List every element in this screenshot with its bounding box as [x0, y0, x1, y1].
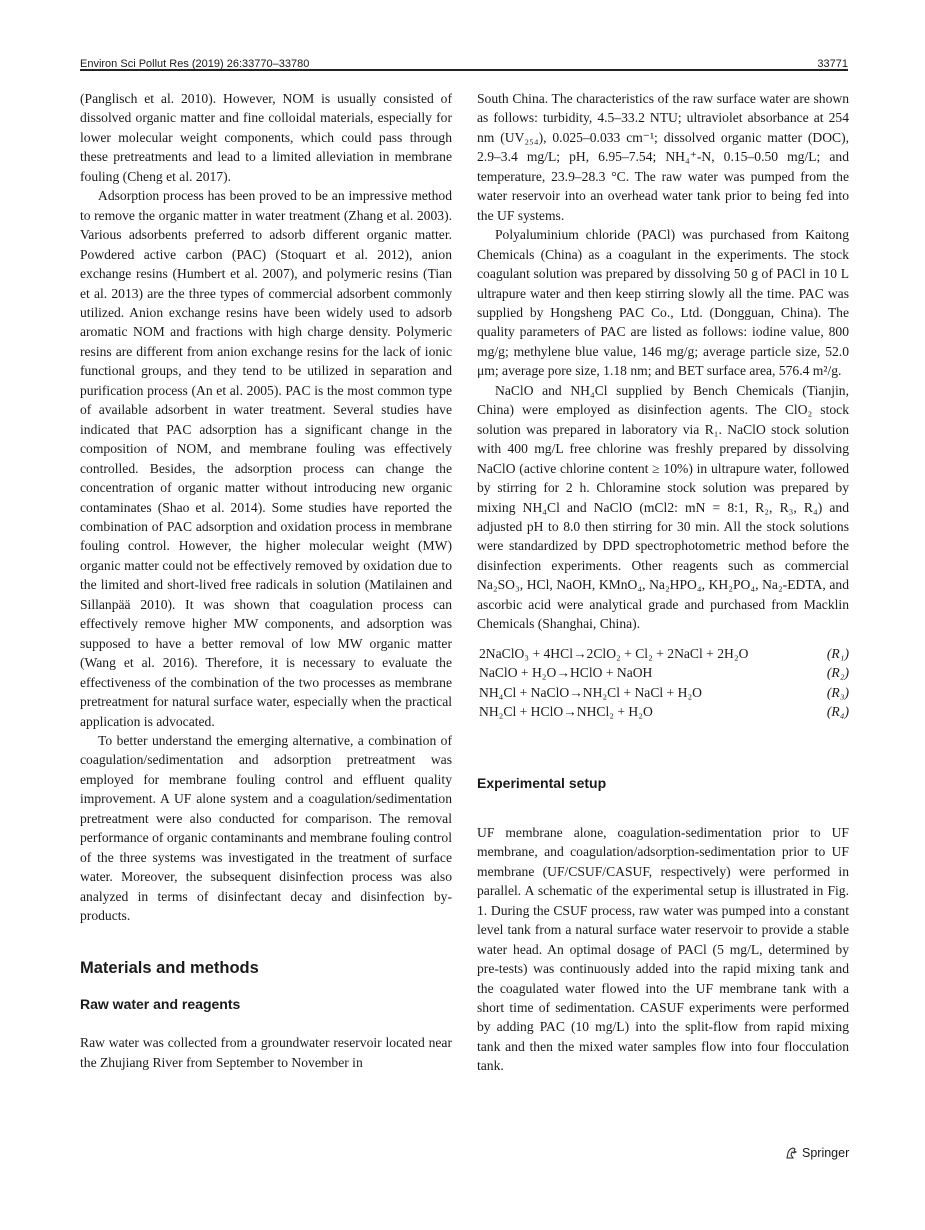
paragraph: NaClO and NH₄Cl supplied by Bench Chemicals (Tianjin, China) were employed as disinfection agents. The ClO₂ stock solution was prepared in laboratory via R₁. NaClO stock solution with 400 mg/L free chlorine was freshly prepared by dissolving NaClO (active chlorine content ≥ 10%) in ultrapure water, followed by stirring for 2 h. Chloramine stock solution was prepared by mixing NH₄Cl and NaClO (mCl2: mN = 8:1, R₂, R₃, R₄) and adjusted pH to 8.0 then stirring for 30 min. All the stock solutions were standardized by DPD spectrophotometric method before the disinfection experiments. Other reagents such as commercial Na₂SO₃, HCl, NaOH, KMnO₄, Na₂HPO₄, KH₂PO₄, Na₂-EDTA, and ascorbic acid were analytical grade and purchased from Macklin Chemicals (Shanghai, China).	[477, 382, 849, 632]
equation-label: (R₁)	[826, 645, 849, 661]
paragraph: Raw water was collected from a groundwater reservoir located near the Zhujiang River from September to November in	[80, 1035, 452, 1070]
subsection-heading: Experimental setup	[477, 774, 607, 791]
equation	[477, 702, 849, 721]
equations	[477, 644, 849, 722]
equation-expr: NaClO + H₂O→HClO + NaOH	[479, 665, 653, 681]
equation-label: (R₂)	[826, 665, 849, 681]
paragraph: Adsorption process has been proved to be an impressive method to remove the organic matter in water treatment (Zhang et al. 2003). Various adsorbents preferred to adsorb different organic matter. Powdered active carbon (PAC) (Stoquart et al. 2012), anion exchange resins (Humbert et al. 2007), and polymeric resins (Tian et al. 2013) are the three types of commercial adsorbent commonly utilized. Anion exchange resins have been widely used to adsorb aromatic NOM and fractions with high charge density. Polymeric resins are different from anion exchange resins for the lack of ionic functional groups, and they tend to be utilized in separation and purification process (An et al. 2005). PAC is the most common type of available adsorbent in water treatment. Several studies have indicated that PAC adsorption has a significant change in the composition of NOM, and membrane fouling was effectively controlled. Besides, the adsorption process can change the concentration of organic matter without introducing new organic contaminates (Shao et al. 2014). Some studies have reported the combination of PAC adsorption and oxidation process in membrane fouling control. However, the higher molecular weight (MW) organic matter could not be effectively removed by oxidation due to the limited and short-lived free radicals in solution (Matilainen and Sillanpää 2010). It was shown that coagulation process can effectively remove higher MW components, and adsorption was supposed to have a better removal of low MW organic matter (Wang et al. 2016). Therefore, it is necessary to evaluate the effectiveness of the combination of the two processes as membrane pretreatment for natural surface water, especially when the practical application is advocated.	[80, 188, 452, 729]
left-column	[80, 89, 452, 1072]
equation	[477, 644, 849, 663]
equation-expr: NH₄Cl + NaClO→NH₂Cl + NaCl + H₂O	[479, 684, 702, 700]
springer-horse-icon	[784, 1146, 798, 1160]
publisher-logo	[784, 1146, 849, 1160]
header-rule	[80, 69, 848, 71]
equation-label: (R₄)	[826, 704, 849, 720]
equation-expr: 2NaClO₃ + 4HCl→2ClO₂ + Cl₂ + 2NaCl + 2H₂O	[479, 645, 749, 661]
page-number: 33771	[817, 58, 848, 70]
equation-label: (R₃)	[826, 684, 849, 700]
paragraph: To better understand the emerging alternative, a combination of coagulation/sedimentation and adsorption pretreatment was employed for membrane fouling control and effluent quality improvement. A UF alone system and a coagulation/sedimentation pretreatment were also conducted for comparison. The removal performance of organic contaminants and membrane fouling control of the three systems was investigated in the treatment of surface water. Moreover, the subsequent disinfection process was also analyzed in terms of disinfectant decay and disinfection by-products.	[80, 732, 452, 924]
right-column	[477, 89, 849, 1076]
publisher-name: Springer	[802, 1146, 850, 1160]
running-header	[80, 52, 848, 70]
section-heading: Materials and methods	[80, 959, 259, 978]
paragraph: UF membrane alone, coagulation-sedimentation prior to UF membrane, and coagulation/adsorption-sedimentation prior to UF membrane (UF/CSUF/CASUF, respectively) were performed in parallel. A schematic of the experimental setup is illustrated in Fig. 1. During the CSUF process, raw water was pumped into a constant level tank from a natural surface water reservoir to provide a stable water head. An optimal dosage of PACl (5 mg/L, determined by pre-tests) was continuously added into the rapid mixing tank and the coagulated water flowed into the UF membrane tank with a short time of sedimentation. CASUF experiments were performed by adding PAC (10 mg/L) into the split-flow from rapid mixing tank and then the mixed water samples flow into four flocculation tank.	[477, 824, 849, 1074]
equation	[477, 663, 849, 682]
paragraph: (Panglisch et al. 2010). However, NOM is usually consisted of dissolved organic matter and fine colloidal materials, especially for lower molecular weight components, which could pass through these pretreatments and lead to a limited alleviation in membrane fouling (Cheng et al. 2017).	[80, 91, 452, 184]
journal-citation: Environ Sci Pollut Res (2019) 26:33770–33780	[80, 58, 310, 70]
equation-expr: NH₂Cl + HClO→NHCl₂ + H₂O	[479, 704, 653, 720]
equation	[477, 683, 849, 702]
paragraph: South China. The characteristics of the raw surface water are shown as follows: turbidity, 4.5–33.2 NTU; ultraviolet absorbance at 254 nm (UV₂₅₄), 0.025–0.033 cm⁻¹; dissolved organic matter (DOC), 2.9–3.4 mg/L; pH, 6.95–7.54; NH₄⁺-N, 0.15–0.50 mg/L; and temperature, 23.9–28.3 °C. The raw water was pumped from the water reservoir into an overhead water tank prior to being fed into the UF systems.	[477, 91, 849, 223]
paragraph: Polyaluminium chloride (PACl) was purchased from Kaitong Chemicals (China) as a coagulant in the experiments. The stock coagulant solution was prepared by dissolving 50 g of PACl in 10 L ultrapure water and then keep stirring slowly all the time. PAC was supplied by Hongsheng PAC Co., Ltd. (Dongguan, China). The quality parameters of PAC are listed as follows: iodine value, 800 mg/g; methylene blue value, 146 mg/g; average particle size, 52.0 μm; average pore size, 1.18 nm; and BET surface area, 576.4 m²/g.	[477, 227, 849, 379]
subsection-heading: Raw water and reagents	[80, 995, 241, 1012]
